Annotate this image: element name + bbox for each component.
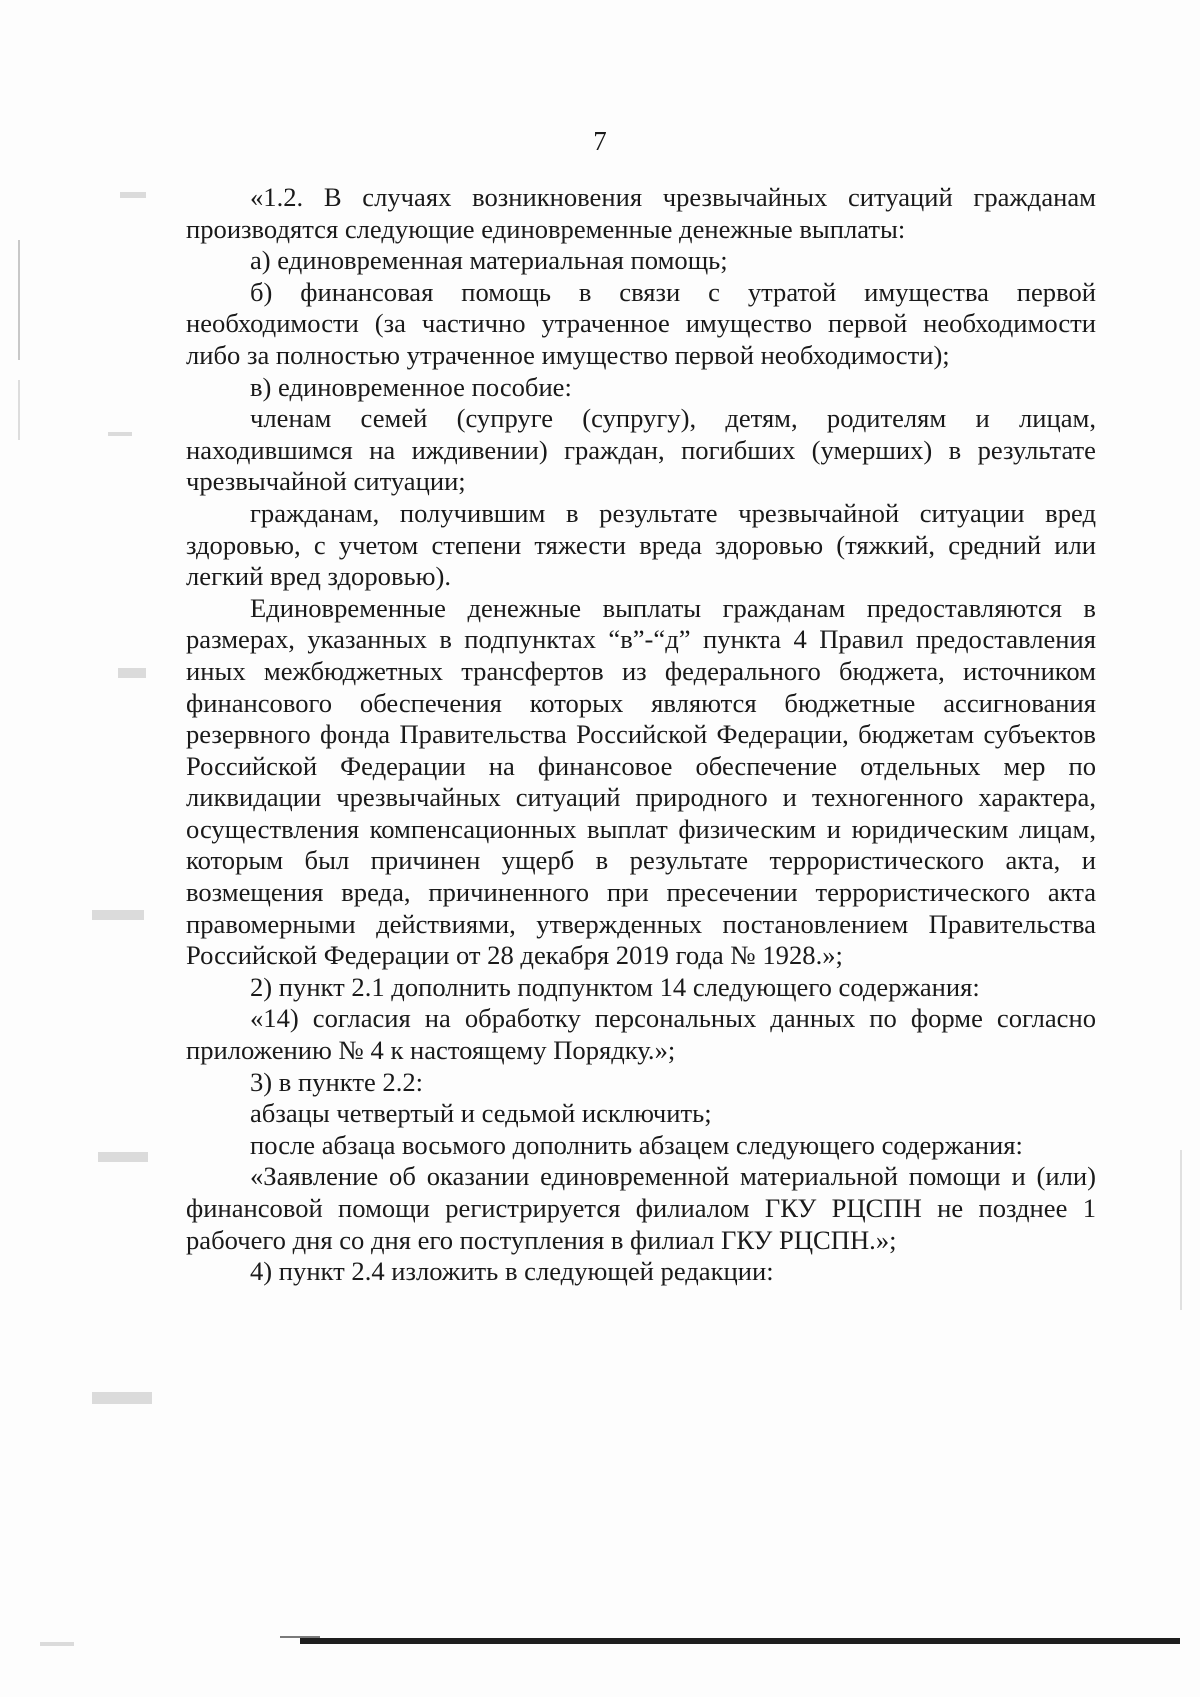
scan-edge-line <box>18 240 20 360</box>
paragraph: б) финансовая помощь в связи с утратой имущества первой необходимости (за частично утраченное имущество первой необходимости либо за полностью утраченное имущество первой необходимости); <box>186 276 1096 370</box>
scan-mark <box>92 910 144 920</box>
paragraph: а) единовременная материальная помощь; <box>250 245 728 276</box>
scan-mark <box>98 1152 148 1162</box>
bottom-rule <box>300 1638 1180 1644</box>
scan-mark <box>40 1642 74 1646</box>
document-body <box>186 182 1096 1288</box>
paragraph: гражданам, получившим в результате чрезвычайной ситуации вред здоровью, с учетом степени тяжести вреда здоровью (тяжкий, средний или легкий вред здоровью). <box>186 497 1096 592</box>
scan-edge-line <box>18 380 20 440</box>
paragraph: «1.2. В случаях возникновения чрезвычайных ситуаций гражданам производятся следующие единовременные денежные выплаты: <box>186 182 1096 244</box>
paragraph: 3) в пункте 2.2: <box>250 1066 424 1097</box>
paragraph: 2) пункт 2.1 дополнить подпунктом 14 следующего содержания: <box>250 971 980 1002</box>
paragraph: 4) пункт 2.4 изложить в следующей редакции: <box>250 1256 774 1287</box>
scan-mark <box>92 1392 152 1404</box>
paragraph: «Заявление об оказании единовременной материальной помощи и (или) финансовой помощи регистрируется филиалом ГКУ РЦСПН не позднее 1 рабочего дня со дня его поступления в филиал ГКУ РЦСПН.»; <box>186 1161 1096 1255</box>
scan-mark <box>118 668 146 678</box>
paragraph: «14) согласия на обработку персональных данных по форме согласно приложению № 4 к настоящему Порядку.»; <box>186 1003 1096 1066</box>
scan-mark <box>120 192 146 198</box>
paragraph: Единовременные денежные выплаты гражданам предоставляются в размерах, указанных в подпунктах “в”-“д” пункта 4 Правил предоставления иных межбюджетных трансфертов из федерального бюджета, источником финансового обеспечения которых являются бюджетные ассигнования резервного фонда Правительства Российской Федерации, бюджетам субъектов Российской Федерации на финансовое обеспечение отдельных мер по ликвидации чрезвычайных ситуаций природного и техногенного характера, осуществления компенсационных выплат физическим и юридическим лицам, которым был причинен ущерб в результате террористического акта, и возмещения вреда, причиненного при пресечении террористического акта правомерными действиями, утвержденных постановлением Правительства Российской Федерации от 28 декабря 2019 года № 1928.»; <box>186 592 1096 971</box>
page-number: 7 <box>593 126 607 156</box>
paragraph: в) единовременное пособие: <box>250 371 572 402</box>
scan-mark <box>108 432 132 436</box>
scan-edge-line <box>1180 1150 1182 1310</box>
paragraph: абзацы четвертый и седьмой исключить; <box>250 1098 712 1129</box>
paragraph: после абзаца восьмого дополнить абзацем следующего содержания: <box>250 1129 1023 1160</box>
paragraph: членам семей (супруге (супругу), детям, родителям и лицам, находившимся на иждивении) граждан, погибших (умерших) в результате чрезвычайной ситуации; <box>186 403 1096 497</box>
